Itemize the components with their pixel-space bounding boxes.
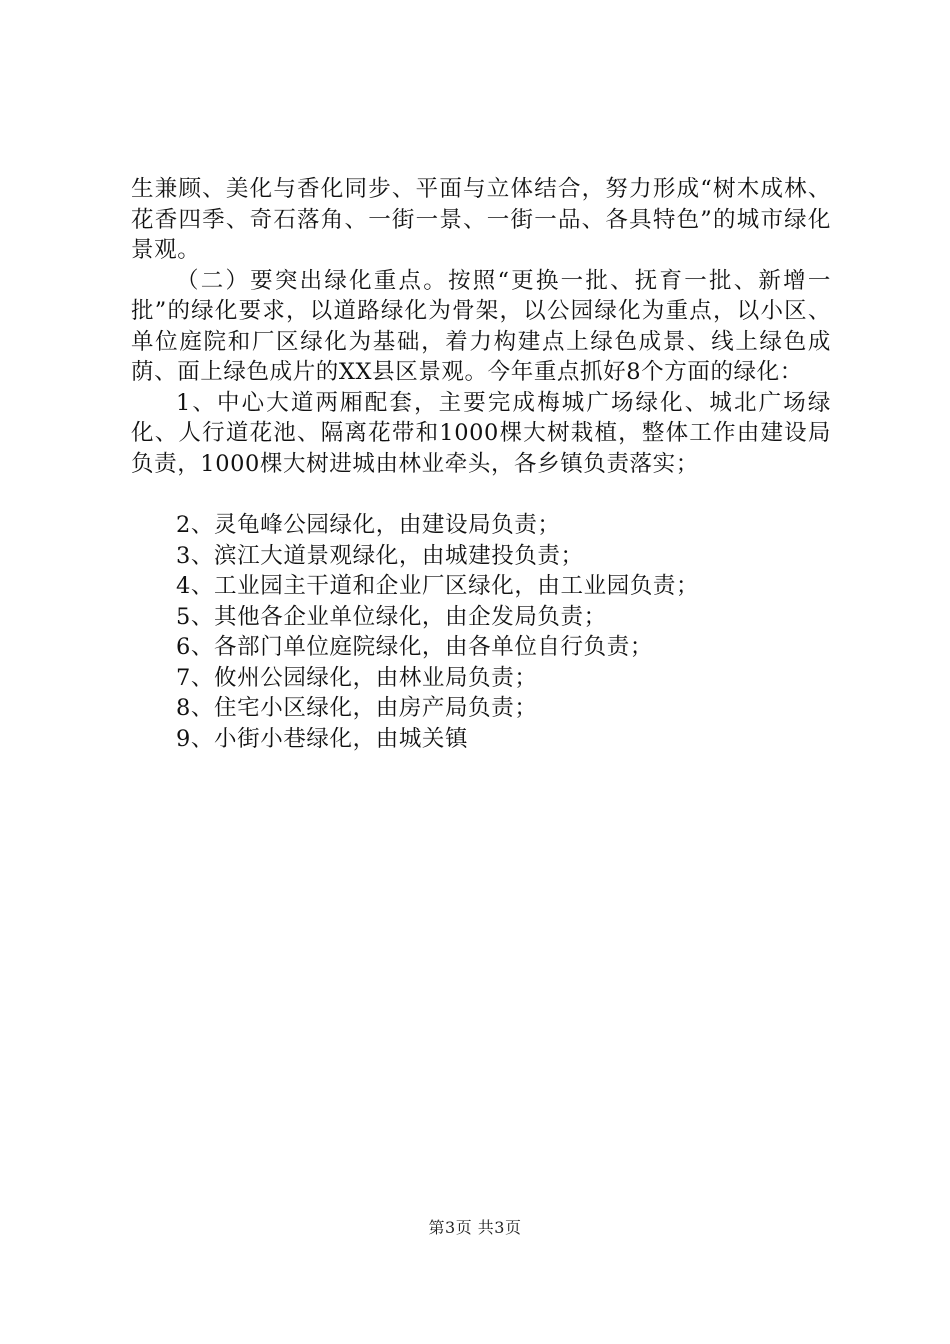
document-body (131, 174, 831, 754)
page-number-footer: 第3页 共3页 (428, 1218, 522, 1237)
list-item: 4、工业园主干道和企业厂区绿化，由工业园负责； (176, 573, 700, 599)
list-item: 8、住宅小区绿化，由房产局负责； (176, 695, 538, 721)
paragraph-section-two: （二）要突出绿化重点。按照“更换一批、抚育一批、新增一批”的绿化要求，以道路绿化为骨架，以公园绿化为重点，以小区、单位庭院和厂区绿化为基础，着力构建点上绿色成景、线上绿色成荫、面上绿色成片的XX县区景观。今年重点抓好8个方面的绿化： (131, 267, 831, 385)
list-item: 9、小街小巷绿化，由城关镇 (176, 725, 469, 752)
list-item: 3、滨江大道景观绿化，由城建投负责； (176, 542, 584, 569)
paragraph-item-one: 1、中心大道两厢配套，主要完成梅城广场绿化、城北广场绿化、人行道花池、隔离花带和1000棵大树栽植，整体工作由建设局负责，1000棵大树进城由林业牵头，各乡镇负责落实； (131, 389, 831, 477)
list-item: 2、灵龟峰公园绿化，由建设局负责； (176, 512, 561, 538)
blank-line (131, 479, 831, 510)
list-item: 6、各部门单位庭院绿化，由各单位自行负责； (176, 634, 653, 660)
list-item: 5、其他各企业单位绿化，由企发局负责； (176, 603, 607, 630)
list-item: 7、攸州公园绿化，由林业局负责； (176, 664, 538, 691)
paragraph-continuation: 生兼顾、美化与香化同步、平面与立体结合，努力形成“树木成林、花香四季、奇石落角、一街一景、一街一品、各具特色”的城市绿化景观。 (131, 176, 831, 263)
